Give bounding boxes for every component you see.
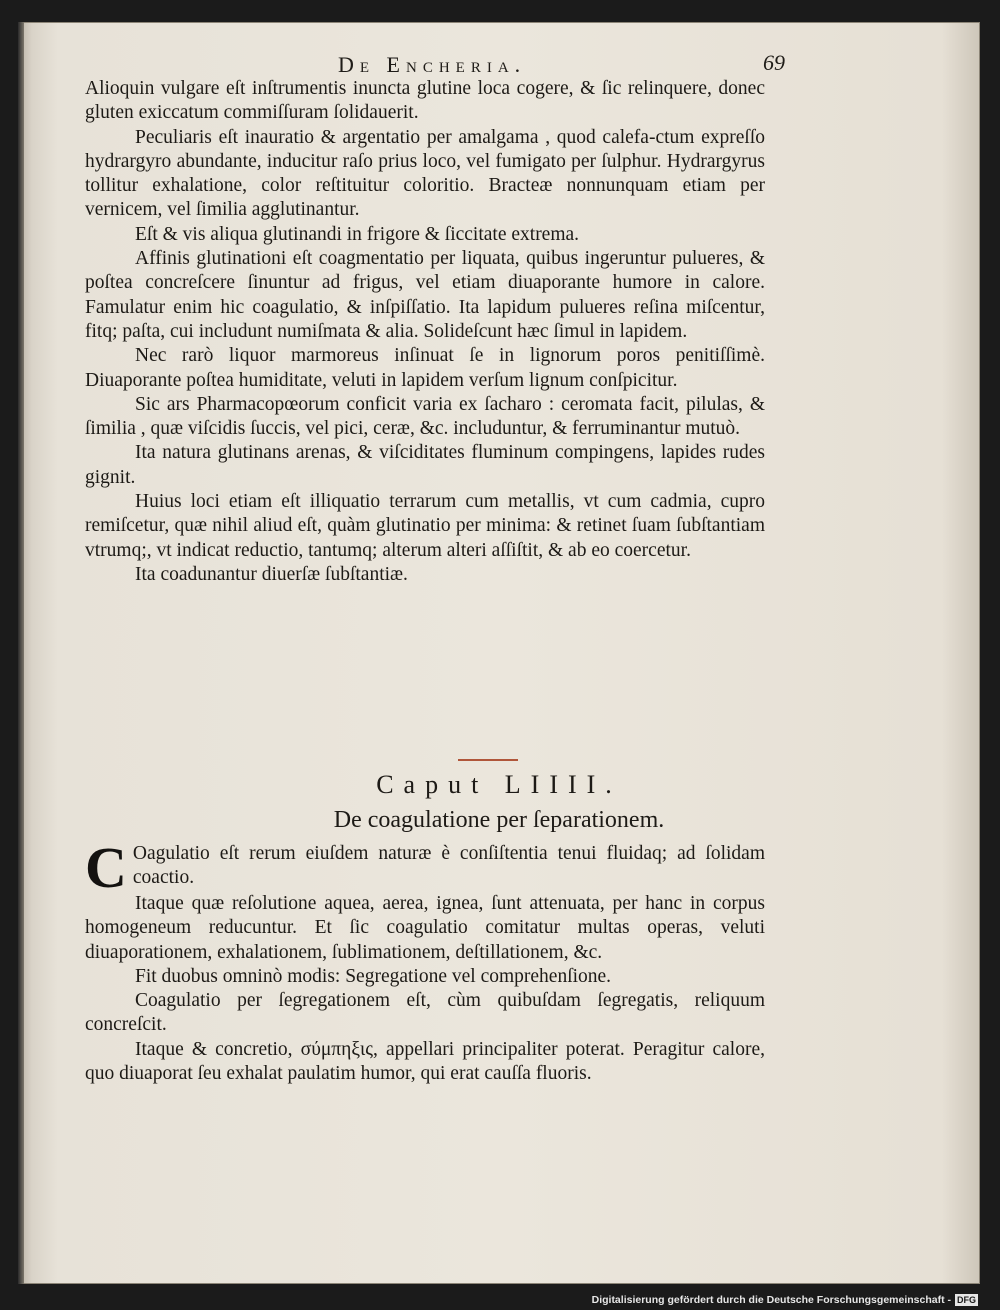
paragraph: Huius loci etiam eſt illiquatio terrarum cum metallis, vt cum cadmia, cupro remiſcetur, quæ nihil aliud eſt, quàm glutinatio per minima: & retinet ſuam ſubſtantiam vtrumq;, vt indicat reductio, tantumq; alterum alteri aſſiſtit, & ab eo coercetur. [85,491,765,561]
dfg-logo: DFG [957,1295,976,1305]
chapter-ornament [458,759,518,761]
funding-footer [592,1294,978,1306]
book-page [18,22,980,1284]
running-title: De Encheria. [338,52,527,77]
paragraph: Itaque & concretio, σύμπηξις, appellari principaliter poterat. Peragitur calore, quo diuaporat ſeu exhalat paulatim humor, qui erat cauſſa fluoris. [85,1038,765,1085]
paragraph: Affinis glutinationi eſt coagmentatio per liquata, quibus ingeruntur pulueres, & poſtea concreſcere ſinuntur ad frigus, vel etiam diuaporante humore in calore. Famulatur enim hic coagulatio, & inſpiſſatio. Ita lapidum pulueres reſina miſcentur, fitq; paſta, cui includunt numiſmata & alia. Solideſcunt hæc ſimul in lapidem. [85,248,765,342]
page-number: 69 [763,50,785,75]
opening-text: Oagulatio eſt rerum eiuſdem naturæ è conſiſtentia tenui fluidaq; ad ſolidam coactio. [132,843,765,889]
text-block-top [85,77,765,587]
paragraph: Itaque quæ reſolutione aquea, aerea, ignea, ſunt attenuata, per hanc in corpus homogeneum reducuntur. Et ſic coagulatio comitatur multas operas, veluti diuaporationem, exhalationem, ſublimationem, deſtillationem, &c. [85,893,765,963]
paragraph: Eſt & vis aliqua glutinandi in frigore & ſiccitate extrema. [135,223,580,245]
paragraph: Ita natura glutinans arenas, & viſciditates fluminum compingens, lapides rudes gignit. [85,442,765,488]
paragraph: Peculiaris eſt inauratio & argentatio per amalgama , quod calefa-ctum expreſſo hydrargyro abundante, inducitur raſo prius loco, vel fumigato per ſulphur. Hydrargyrus tollitur exhalatione, color reſtituitur coloritio. Bracteæ nonnunquam etiam per vernicem, vel ſimilia agglutinantur. [85,126,765,221]
page-header [18,50,980,80]
paragraph: Ita coadunantur diuerſæ ſubſtantiæ. [135,563,408,585]
paragraph: Alioquin vulgare eſt inſtrumentis inuncta glutine loca cogere, & ſic relinquere, donec gluten exiccatum commiſſuram ſolidauerit. [85,78,765,124]
paragraph: Fit duobus omninò modis: Segregatione vel comprehenſione. [135,965,612,987]
paragraph: Coagulatio per ſegregationem eſt, cùm quibuſdam ſegregatis, reliquum concreſcit. [85,990,765,1036]
paragraph: Sic ars Pharmacopœorum conficit varia ex ſacharo : ceromata facit, pilulas, & ſimilia , quæ viſcidis ſuccis, vel pici, ceræ, &c. includuntur, & ferruminantur mutuò. [85,393,765,440]
opening-paragraph [85,835,765,900]
text-block-bottom [85,835,765,1086]
paragraph: Nec rarò liquor marmoreus inſinuat ſe in lignorum poros penitiſſimè. Diuaporante poſtea humiditate, veluti in lapidem verſum lignum conſpicitur. [85,345,765,391]
chapter-title: Caput LIIII. [376,770,622,799]
drop-cap-initial: C [85,835,127,900]
funding-text: Digitalisierung gefördert durch die Deutsche Forschungsgemeinschaft - [591,1294,951,1306]
chapter-subtitle: De coagulatione per ſeparationem. [333,807,665,833]
